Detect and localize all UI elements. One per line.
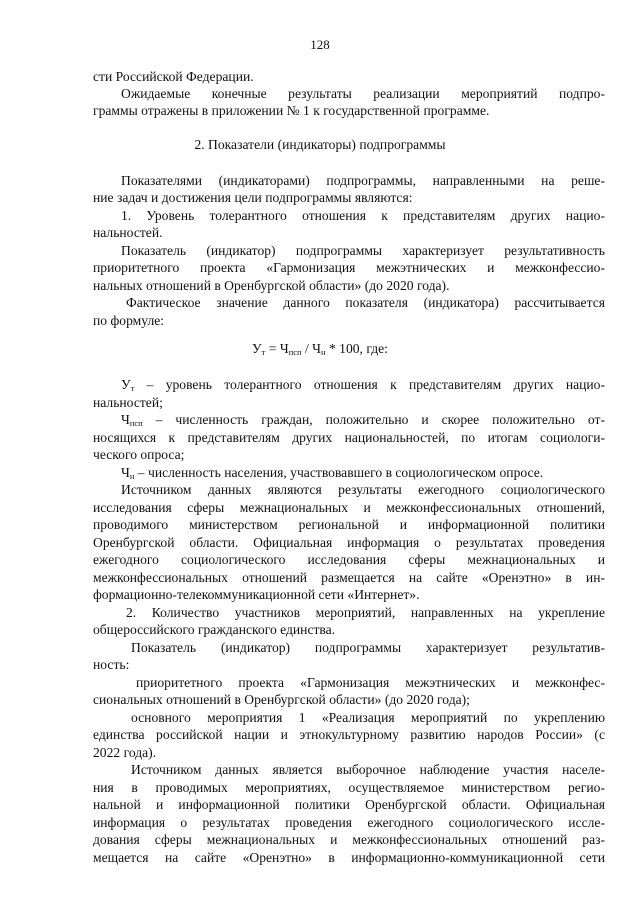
definition-line: ческого опроса; bbox=[93, 447, 185, 462]
paragraph-line: нальностей. bbox=[93, 225, 163, 240]
section-heading: 2. Показатели (индикаторы) подпрограммы bbox=[194, 137, 446, 152]
paragraph-line: ежегодного социологического исследования сферы межнациональных и bbox=[93, 552, 605, 567]
paragraph-line: 1. Уровень толерантного отношения к представителям других нацио- bbox=[121, 208, 605, 223]
paragraph-line: дования сферы межнациональных и межконфессиональных отношений раз- bbox=[93, 832, 605, 847]
paragraph-line: Источником данных является выборочное наблюдение участия населе- bbox=[131, 762, 605, 777]
paragraph-line: ность: bbox=[93, 657, 130, 672]
paragraph-line: граммы отражены в приложении № 1 к государственной программе. bbox=[93, 103, 490, 118]
paragraph-line: Фактическое значение данного показателя (индикатора) рассчитывается bbox=[126, 295, 605, 310]
paragraph-line: общероссийского гражданского единства. bbox=[93, 622, 336, 637]
paragraph-line: ния в проводимых мероприятиях, осуществляемое министерством регио- bbox=[93, 780, 605, 795]
formula: $У_т = Ч_{псп} / Ч_н * 100$, где: bbox=[252, 341, 388, 357]
paragraph-line: нальной и информационной политики Оренбургской области. Официальная bbox=[93, 797, 605, 812]
paragraph-line: Источником данных являются результаты ежегодного социологического bbox=[121, 482, 605, 497]
paragraph-line: нальных отношений в Оренбургской области» (до 2020 года). bbox=[93, 278, 450, 293]
paragraph-line: основного мероприятия 1 «Реализация мероприятий по укреплению bbox=[131, 710, 605, 725]
paragraph-line: единства российской нации и этнокультурному развитию народов России» (с bbox=[93, 727, 605, 742]
paragraph-line: 2. Количество участников мероприятий, направленных на укрепление bbox=[126, 605, 605, 620]
paragraph-line: по формуле: bbox=[93, 313, 165, 328]
paragraph-line: проводимого министерством региональной и информационной политики bbox=[93, 517, 605, 532]
paragraph-line: приоритетного проекта «Гармонизация межэтнических и межконфес- bbox=[136, 675, 605, 690]
paragraph-line: Показатель (индикатор) подпрограммы характеризует результатив- bbox=[131, 640, 605, 655]
paragraph-line: Ожидаемые конечные результаты реализации мероприятий подпро- bbox=[121, 86, 605, 101]
paragraph-line: мещается на сайте «Оренэтно» в информационно-коммуникационной сети bbox=[93, 850, 605, 865]
paragraph-line: сиональных отношений в Оренбургской области» (до 2020 года); bbox=[93, 692, 470, 707]
paragraph-line: сти Российской Федерации. bbox=[93, 69, 254, 84]
definition-line: $Ч_н$ – численность населения, участвовавшего в социологическом опросе. bbox=[121, 465, 544, 481]
paragraph-line: приоритетного проекта «Гармонизация межэтнических и межконфессио- bbox=[93, 260, 605, 275]
definition-line: носящихся к представителям других национальностей, по итогам социологи- bbox=[93, 430, 605, 445]
paragraph-line: информация о результатах проведения ежегодного социологического иссле- bbox=[93, 815, 605, 830]
paragraph-line: Оренбургской области. Официальная информация о результатах проведения bbox=[93, 535, 605, 550]
paragraph-line: формационно-телекоммуникационной сети «Интернет». bbox=[93, 587, 420, 602]
definition-line: нальностей; bbox=[93, 395, 163, 410]
paragraph-line: 2022 года). bbox=[93, 745, 157, 760]
paragraph-line: Показатель (индикатор) подпрограммы характеризует результативность bbox=[121, 243, 605, 258]
definition-line: $Ч_{псп}$ – численность граждан, положительно и скорее положительно от- bbox=[121, 412, 605, 428]
page-number: 128 bbox=[310, 37, 330, 52]
paragraph-line: межконфессиональных отношений размещается на сайте «Оренэтно» в ин- bbox=[93, 570, 605, 585]
paragraph-line: ние задач и достижения цели подпрограммы являются: bbox=[93, 190, 413, 205]
definition-line: $У_т$ – уровень толерантного отношения к представителям других нацио- bbox=[121, 377, 605, 393]
paragraph-line: исследования сферы межнациональных и межконфессиональных отношений, bbox=[93, 500, 605, 515]
paragraph-line: Показателями (индикаторами) подпрограммы, направленными на реше- bbox=[121, 173, 605, 188]
